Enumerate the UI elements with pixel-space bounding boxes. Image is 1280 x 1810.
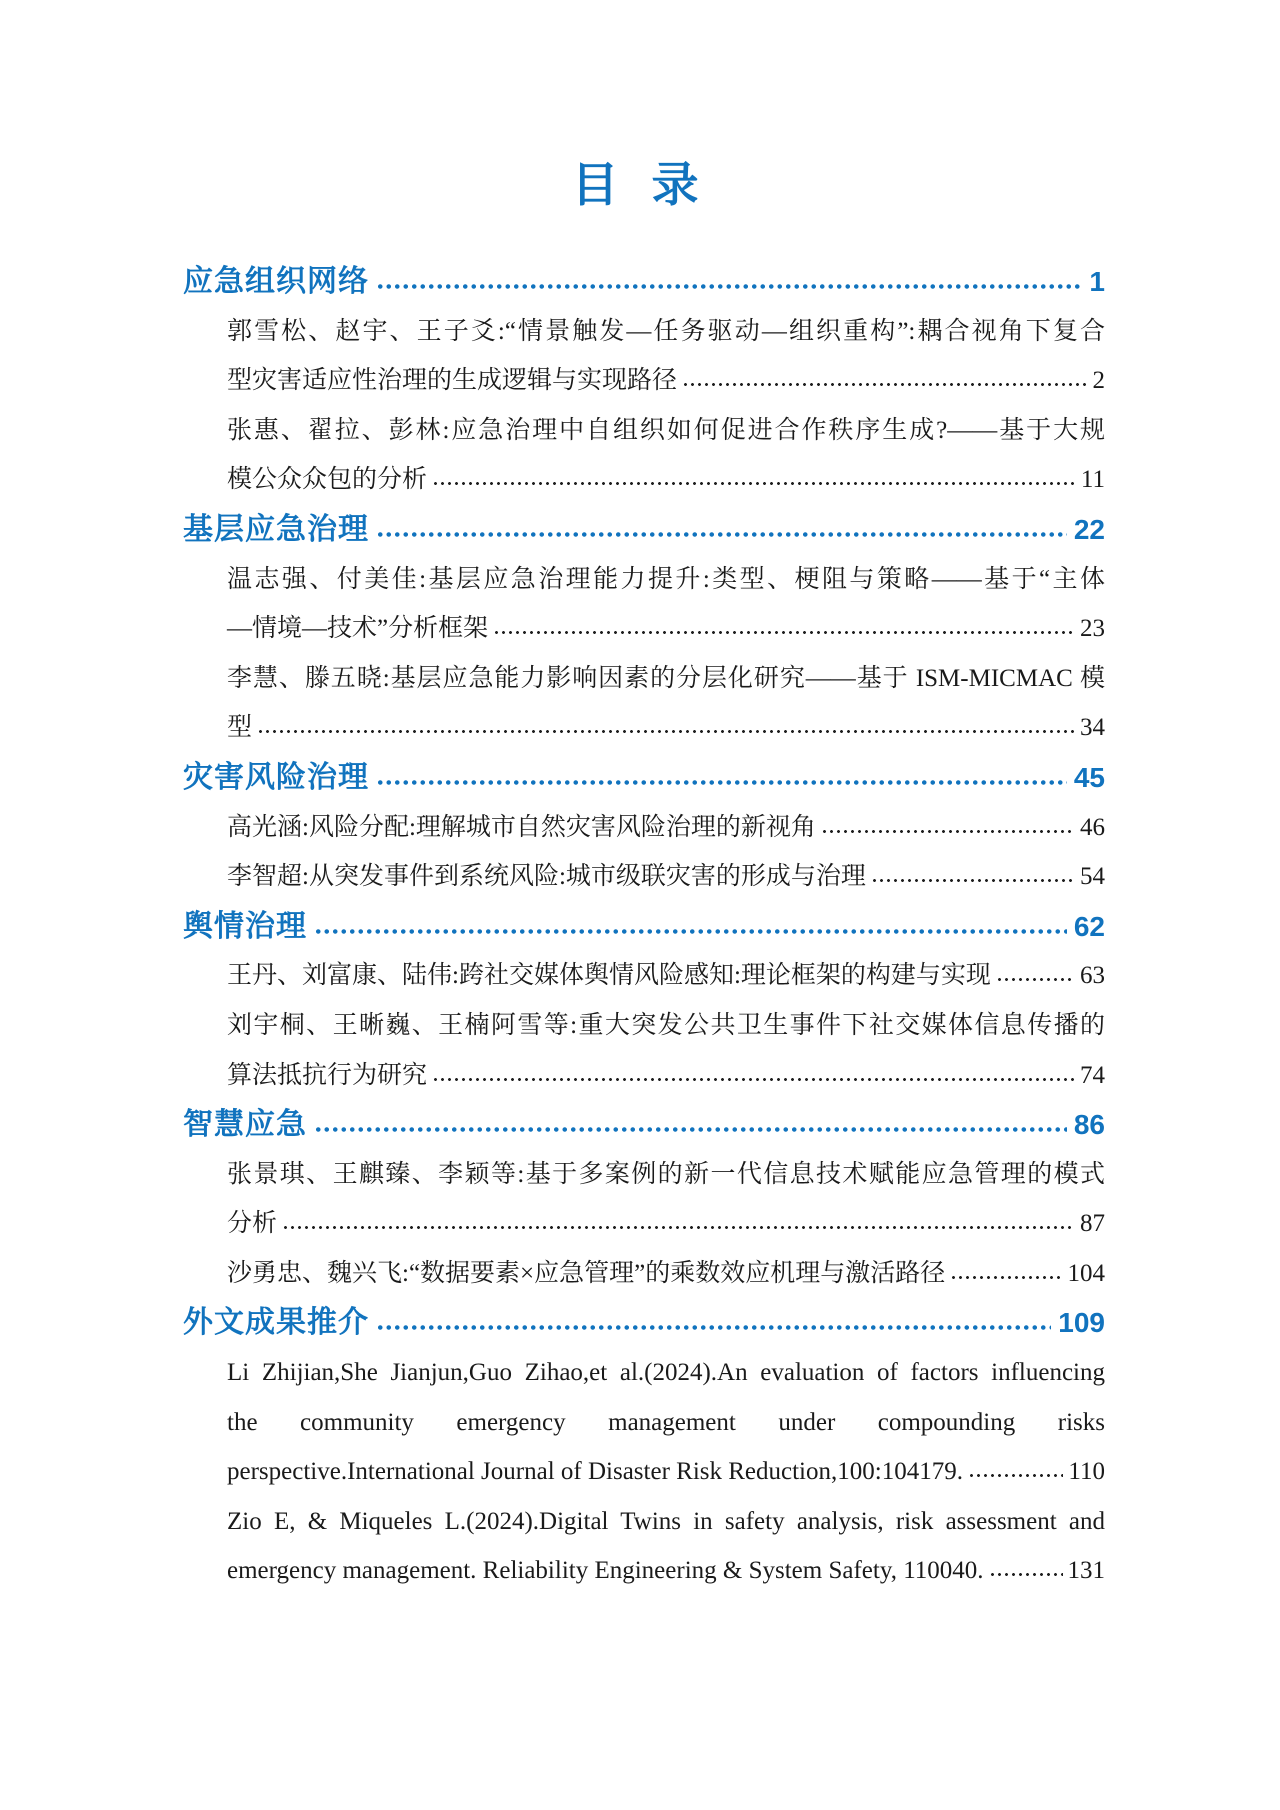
section-heading-label: 灾害风险治理 [183, 760, 369, 794]
toc-entry[interactable] [183, 1001, 1105, 1100]
entry-text: 张景琪、王麒臻、李颖等:基于多案例的新一代信息技术赋能应急管理的模式 [227, 1160, 1105, 1188]
entry-text: 型 [227, 714, 253, 742]
toc-entry[interactable] [183, 852, 1105, 902]
toc-entry[interactable] [183, 1249, 1105, 1299]
section-heading-label: 智慧应急 [183, 1108, 307, 1142]
toc-entry[interactable] [183, 555, 1105, 654]
entry-page-number: 63 [1080, 962, 1105, 990]
entry-text: 型灾害适应性治理的生成逻辑与实现路径 [227, 367, 678, 395]
entry-page-number: 54 [1080, 863, 1105, 891]
dot-leader [950, 1274, 1062, 1281]
section-heading-label: 外文成果推介 [183, 1306, 369, 1340]
dot-leader [989, 1571, 1063, 1578]
dot-leader [682, 381, 1087, 388]
section-heading-grassroots-emergency-governance[interactable] [183, 505, 1105, 555]
page-title: 目 录 [571, 158, 709, 211]
entry-text: 沙勇忠、魏兴飞:“数据要素×应急管理”的乘数效应机理与激活路径 [227, 1259, 946, 1287]
entry-text: 李智超:从突发事件到系统风险:城市级联灾害的形成与治理 [227, 863, 866, 891]
dot-leader [432, 480, 1076, 487]
section-page-number: 45 [1073, 761, 1105, 793]
entry-text: emergency management. Reliability Engineering & System Safety, 110040. [227, 1557, 984, 1585]
entry-page-number: 104 [1067, 1259, 1105, 1287]
dot-leader [376, 282, 1082, 291]
dot-leader [314, 927, 1067, 936]
entry-page-number: 131 [1067, 1557, 1105, 1585]
toc [183, 257, 1105, 1596]
dot-leader [314, 1125, 1067, 1134]
dot-leader [493, 629, 1075, 636]
section-heading-emergency-org-network[interactable] [183, 257, 1105, 307]
entry-page-number: 2 [1092, 367, 1105, 395]
dot-leader [432, 1076, 1075, 1083]
dot-leader [871, 877, 1075, 884]
section-heading-label: 舆情治理 [183, 909, 307, 943]
entry-page-number: 34 [1080, 714, 1105, 742]
entry-page-number: 74 [1080, 1061, 1105, 1089]
entry-text: the community emergency management under compounding risks [227, 1408, 1105, 1436]
toc-entry[interactable] [183, 803, 1105, 853]
entry-text: perspective.International Journal of Disaster Risk Reduction,100:104179. [227, 1458, 963, 1486]
dot-leader [282, 1224, 1075, 1231]
dot-leader [968, 1472, 1063, 1479]
entry-text: 算法抵抗行为研究 [227, 1061, 428, 1089]
entry-text: 张惠、翟拉、彭林:应急治理中自组织如何促进合作秩序生成?——基于大规 [227, 416, 1105, 444]
toc-entry[interactable] [183, 951, 1105, 1001]
toc-entry[interactable] [183, 1497, 1105, 1596]
dot-leader [821, 828, 1075, 835]
dot-leader [996, 976, 1075, 983]
section-page-number: 22 [1073, 513, 1105, 545]
toc-entry[interactable] [183, 654, 1105, 753]
entry-text: 刘宇桐、王晰巍、王楠阿雪等:重大突发公共卫生事件下社交媒体信息传播的 [227, 1011, 1105, 1039]
section-heading-foreign-research-highlights[interactable] [183, 1298, 1105, 1348]
section-heading-label: 基层应急治理 [183, 512, 369, 546]
section-page-number: 1 [1089, 266, 1105, 297]
entry-page-number: 23 [1080, 615, 1105, 643]
section-page-number: 86 [1073, 1109, 1105, 1141]
toc-entry[interactable] [183, 406, 1105, 505]
section-page-number: 62 [1073, 910, 1105, 942]
section-heading-label: 应急组织网络 [183, 265, 369, 298]
entry-text: Li Zhijian,She Jianjun,Guo Zihao,et al.(2024).An evaluation of factors influencing [227, 1359, 1105, 1387]
entry-text: 高光涵:风险分配:理解城市自然灾害风险治理的新视角 [227, 813, 816, 841]
dot-leader [257, 728, 1075, 735]
dot-leader [376, 778, 1067, 787]
section-page-number: 109 [1058, 1307, 1105, 1339]
entry-text: 王丹、刘富康、陆伟:跨社交媒体舆情风险感知:理论框架的构建与实现 [227, 962, 991, 990]
toc-entry[interactable] [183, 307, 1105, 406]
entry-text: 模公众众包的分析 [227, 466, 428, 494]
entry-text: —情境—技术”分析框架 [227, 615, 489, 643]
entry-page-number: 87 [1080, 1210, 1105, 1238]
section-heading-disaster-risk-governance[interactable] [183, 753, 1105, 803]
toc-entry[interactable] [183, 1150, 1105, 1249]
section-heading-smart-emergency[interactable] [183, 1100, 1105, 1150]
toc-entry[interactable] [183, 1348, 1105, 1497]
entry-text: 郭雪松、赵宇、王子爻:“情景触发—任务驱动—组织重构”:耦合视角下复合 [227, 317, 1105, 345]
entry-text: 温志强、付美佳:基层应急治理能力提升:类型、梗阻与策略——基于“主体 [227, 565, 1105, 593]
dot-leader [376, 1323, 1051, 1332]
dot-leader [376, 530, 1067, 539]
entry-page-number: 11 [1080, 466, 1105, 494]
entry-text: 分析 [227, 1210, 278, 1238]
entry-page-number: 110 [1068, 1458, 1105, 1486]
entry-text: Zio E, & Miqueles L.(2024).Digital Twins in safety analysis, risk assessment and [227, 1507, 1105, 1535]
entry-text: 李慧、滕五晓:基层应急能力影响因素的分层化研究——基于 ISM-MICMAC 模 [227, 664, 1105, 692]
entry-page-number: 46 [1080, 813, 1105, 841]
section-heading-public-opinion-governance[interactable] [183, 902, 1105, 952]
